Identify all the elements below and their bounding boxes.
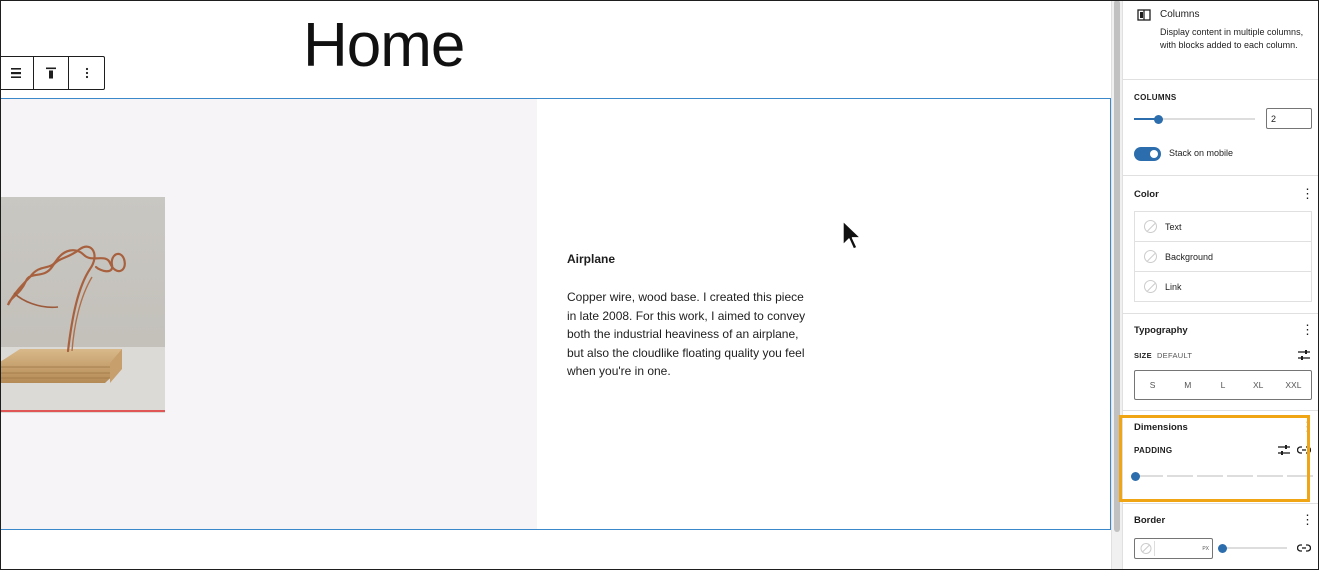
size-default-label: DEFAULT (1156, 351, 1193, 360)
border-width-input[interactable] (1134, 538, 1213, 559)
align-top-icon (44, 66, 58, 80)
scrollbar-thumb[interactable] (1114, 0, 1120, 532)
columns-block[interactable] (0, 98, 1111, 530)
border-unit-label: PX (1202, 546, 1209, 552)
size-option-l[interactable]: L (1220, 380, 1226, 390)
typography-panel-title[interactable]: Typography (1134, 325, 1188, 336)
range-thumb[interactable] (1218, 544, 1227, 553)
column-right[interactable] (537, 99, 1110, 529)
block-description: Display content in multiple columns, with blocks added to each column. (1160, 27, 1304, 50)
color-options-icon[interactable]: ⋮ (1301, 186, 1314, 201)
columns-number-input[interactable]: 2 (1266, 108, 1312, 129)
size-option-s[interactable]: S (1149, 380, 1156, 390)
page-title[interactable]: Home (303, 11, 465, 80)
vertical-align-button[interactable] (34, 57, 69, 89)
block-name: Columns (1160, 9, 1200, 20)
border-options-icon[interactable]: ⋮ (1301, 512, 1314, 527)
column-left[interactable] (0, 99, 537, 529)
color-item-text[interactable] (1135, 212, 1311, 242)
border-panel (1123, 503, 1319, 570)
stack-on-mobile-label[interactable]: Stack on mobile (1169, 148, 1234, 158)
color-panel-title[interactable]: Color (1134, 189, 1159, 200)
range-thumb[interactable] (1154, 115, 1163, 124)
columns-settings-panel (1123, 80, 1319, 176)
justify-button[interactable] (0, 57, 34, 89)
size-option-xl[interactable]: XL (1253, 380, 1264, 390)
color-item-label: Text (1165, 221, 1182, 232)
dimensions-panel (1123, 411, 1319, 503)
color-list (1134, 211, 1312, 302)
color-item-background[interactable] (1135, 242, 1311, 272)
custom-padding-sliders-icon[interactable] (1277, 444, 1291, 456)
padding-step (1167, 475, 1193, 477)
block-toolbar (0, 56, 105, 90)
link-icon[interactable] (1297, 542, 1311, 554)
canvas-scrollbar[interactable] (1111, 0, 1122, 570)
color-item-label: Link (1165, 281, 1182, 292)
mouse-cursor-icon (841, 219, 863, 251)
padding-range-thumb[interactable] (1131, 472, 1140, 481)
padding-step (1197, 475, 1223, 477)
settings-sidebar (1122, 0, 1319, 570)
columns-block-icon (1137, 9, 1151, 21)
more-options-button[interactable] (69, 57, 104, 89)
artwork-title[interactable]: Airplane (567, 252, 616, 266)
empty-swatch-icon (1144, 220, 1157, 233)
empty-swatch-icon (1144, 280, 1157, 293)
stack-on-mobile-toggle[interactable] (1134, 147, 1161, 161)
typography-panel (1123, 314, 1319, 411)
padding-step (1227, 475, 1253, 477)
border-panel-title[interactable]: Border (1134, 515, 1166, 526)
border-color-swatch[interactable] (1137, 541, 1155, 556)
typography-options-icon[interactable]: ⋮ (1301, 322, 1314, 337)
size-option-m[interactable]: M (1184, 380, 1192, 390)
dimensions-options-icon[interactable]: ⋮ (1301, 419, 1314, 434)
padding-label: PADDING (1134, 446, 1173, 455)
custom-size-sliders-icon[interactable] (1297, 349, 1311, 361)
block-card (1123, 0, 1319, 80)
artwork-description[interactable]: Copper wire, wood base. I created this piece in late 2008. For this work, I aimed to convey both the industrial heaviness of an airplane, but also the cloudlike floating quality you feel when you're in one. (567, 290, 806, 378)
padding-step (1287, 475, 1313, 477)
size-option-xxl[interactable]: XXL (1285, 380, 1302, 390)
size-label: SIZE (1134, 351, 1152, 360)
dimensions-panel-title[interactable]: Dimensions (1134, 422, 1188, 433)
font-size-label (1134, 351, 1192, 360)
unlink-sides-icon[interactable] (1297, 444, 1311, 456)
range-track[interactable] (1221, 547, 1287, 549)
color-item-link[interactable] (1135, 272, 1311, 301)
toggle-knob (1150, 150, 1158, 158)
empty-swatch-icon (1144, 250, 1157, 263)
more-options-icon (80, 66, 94, 80)
padding-step (1257, 475, 1283, 477)
sculpture-image[interactable] (0, 197, 165, 413)
color-panel (1123, 176, 1319, 314)
padding-step (1137, 475, 1163, 477)
columns-label: COLUMNS (1134, 93, 1177, 102)
justify-icon (9, 66, 23, 80)
empty-swatch-icon (1137, 541, 1155, 556)
font-size-picker (1134, 370, 1312, 400)
color-item-label: Background (1165, 251, 1214, 262)
